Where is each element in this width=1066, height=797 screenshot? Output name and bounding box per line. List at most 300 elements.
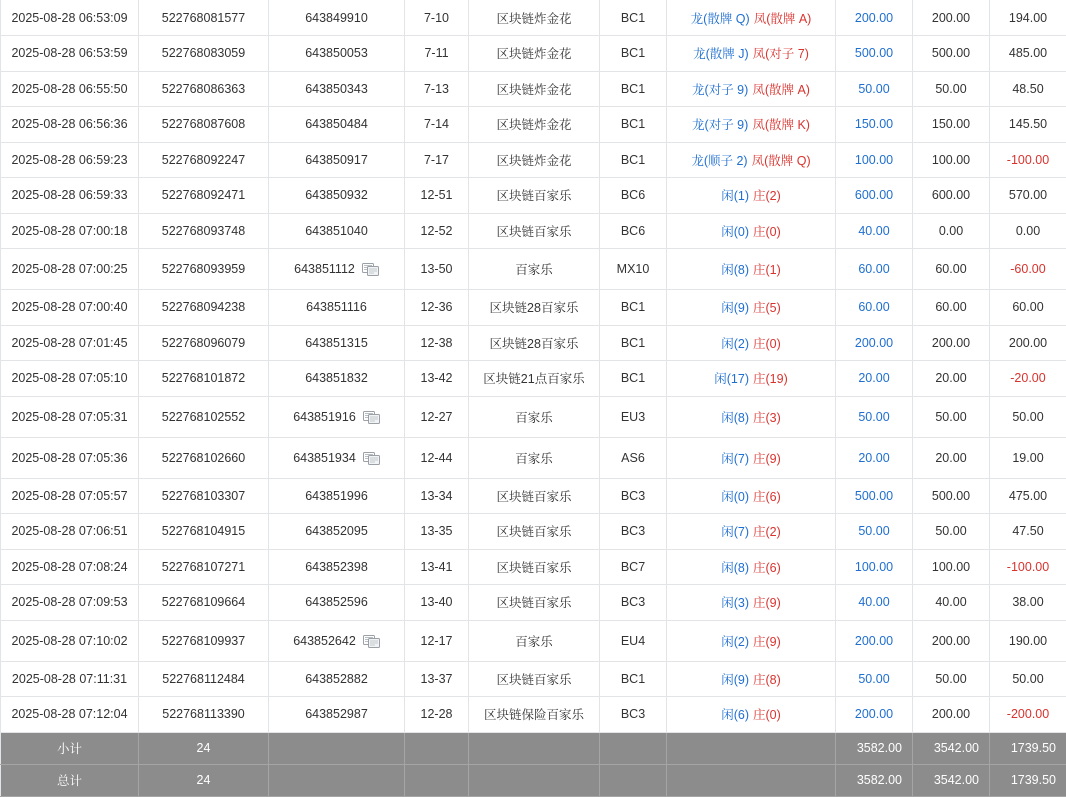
cell-result: 145.50: [990, 107, 1066, 143]
bet-content-segment: 闲(7): [721, 452, 749, 466]
cell-time: 2025-08-28 06:55:50: [1, 71, 139, 107]
cell-valid-amount: 20.00: [913, 361, 990, 397]
cell-amount: 50.00: [836, 514, 913, 550]
table-row: [1, 585, 1066, 621]
cell-order-no: 522768102660: [139, 437, 269, 478]
summary-amount: 3582.00: [836, 764, 913, 796]
cell-amount: 100.00: [836, 142, 913, 178]
cell-time: 2025-08-28 07:10:02: [1, 620, 139, 661]
cell-bet-content: [667, 213, 836, 249]
cell-amount: 150.00: [836, 107, 913, 143]
cell-bet-content: [667, 437, 836, 478]
bet-content-segment: 庄(9): [753, 452, 781, 466]
cell-time: 2025-08-28 07:11:31: [1, 661, 139, 697]
cell-amount: 20.00: [836, 361, 913, 397]
cell-game: 百家乐: [469, 249, 600, 290]
bill-no-text: 643851934: [293, 451, 356, 465]
cell-round: 12-17: [405, 620, 469, 661]
table-row: [1, 620, 1066, 661]
bet-content-segment: 闲(3): [721, 596, 749, 610]
cell-valid-amount: 200.00: [913, 697, 990, 733]
bill-no-text: 643851040: [305, 224, 368, 238]
cell-valid-amount: 20.00: [913, 437, 990, 478]
cell-game: 百家乐: [469, 396, 600, 437]
cell-bet-content: [667, 396, 836, 437]
cell-time: 2025-08-28 07:01:45: [1, 325, 139, 361]
cell-bet-content: [667, 290, 836, 326]
cell-table-id: EU3: [600, 396, 667, 437]
cell-amount: 500.00: [836, 36, 913, 72]
cell-valid-amount: 600.00: [913, 178, 990, 214]
bill-no-text: 643851315: [305, 336, 368, 350]
table-row: [1, 142, 1066, 178]
cell-bill-no: [269, 549, 405, 585]
cell-round: 7-14: [405, 107, 469, 143]
cell-amount: 200.00: [836, 620, 913, 661]
bill-no-text: 643850343: [305, 82, 368, 96]
cell-game: 区块链百家乐: [469, 514, 600, 550]
cell-result: 570.00: [990, 178, 1066, 214]
cell-amount: 60.00: [836, 249, 913, 290]
cell-game: 区块链21点百家乐: [469, 361, 600, 397]
cell-bill-no: [269, 514, 405, 550]
summary-blank-game: [469, 732, 600, 764]
cell-time: 2025-08-28 07:00:18: [1, 213, 139, 249]
cell-bill-no: [269, 478, 405, 514]
table-row: [1, 249, 1066, 290]
cell-result: 190.00: [990, 620, 1066, 661]
bet-content-segment: 庄(1): [753, 263, 781, 277]
bet-content-segment: 闲(9): [721, 301, 749, 315]
bill-no-text: 643851832: [305, 371, 368, 385]
bill-no-text: 643851996: [305, 489, 368, 503]
cell-result: 48.50: [990, 71, 1066, 107]
bet-content-segment: 凤(对子 7): [753, 47, 809, 61]
cell-bet-content: [667, 36, 836, 72]
cell-bill-no: [269, 213, 405, 249]
cell-order-no: 522768086363: [139, 71, 269, 107]
cell-game: 区块链百家乐: [469, 549, 600, 585]
table-row: [1, 437, 1066, 478]
bet-content-segment: 闲(1): [721, 189, 749, 203]
cell-valid-amount: 500.00: [913, 36, 990, 72]
cell-bill-no[interactable]: [269, 437, 405, 478]
cell-amount: 60.00: [836, 290, 913, 326]
cell-round: 7-13: [405, 71, 469, 107]
cell-amount: 600.00: [836, 178, 913, 214]
cell-table-id: AS6: [600, 437, 667, 478]
cell-time: 2025-08-28 07:05:57: [1, 478, 139, 514]
cell-valid-amount: 50.00: [913, 396, 990, 437]
cell-bet-content: [667, 478, 836, 514]
cell-game: 百家乐: [469, 437, 600, 478]
cell-order-no: 522768092247: [139, 142, 269, 178]
table-row: [1, 325, 1066, 361]
cell-table-id: BC1: [600, 36, 667, 72]
cell-result: 475.00: [990, 478, 1066, 514]
cell-bet-content: [667, 697, 836, 733]
bill-no-text: 643852398: [305, 560, 368, 574]
bet-content-segment: 凤(散牌 Q): [752, 154, 811, 168]
cell-order-no: 522768113390: [139, 697, 269, 733]
cell-bill-no: [269, 36, 405, 72]
cell-valid-amount: 500.00: [913, 478, 990, 514]
cell-valid-amount: 40.00: [913, 585, 990, 621]
bill-no-text: 643850053: [305, 46, 368, 60]
bet-content-segment: 庄(2): [753, 189, 781, 203]
bet-content-segment: 闲(8): [721, 411, 749, 425]
bet-content-segment: 闲(8): [721, 263, 749, 277]
bill-no-text: 643852882: [305, 672, 368, 686]
cell-table-id: MX10: [600, 249, 667, 290]
cell-result: 47.50: [990, 514, 1066, 550]
cell-game: 区块链百家乐: [469, 585, 600, 621]
cell-result: 38.00: [990, 585, 1066, 621]
cell-bill-no: [269, 325, 405, 361]
cell-valid-amount: 200.00: [913, 325, 990, 361]
cell-game: 区块链百家乐: [469, 661, 600, 697]
cell-bet-content: [667, 514, 836, 550]
cell-bill-no: [269, 178, 405, 214]
cell-order-no: 522768096079: [139, 325, 269, 361]
summary-result: 1739.50: [990, 732, 1066, 764]
bill-no-text: 643851112: [294, 262, 355, 276]
cell-order-no: 522768087608: [139, 107, 269, 143]
bet-content-segment: 庄(6): [753, 561, 781, 575]
cell-result: 50.00: [990, 661, 1066, 697]
table-row: [1, 107, 1066, 143]
cell-result: 0.00: [990, 213, 1066, 249]
bill-no-text: 643850932: [305, 188, 368, 202]
bill-no-text: 643850917: [305, 153, 368, 167]
cell-order-no: 522768109664: [139, 585, 269, 621]
cell-round: 12-51: [405, 178, 469, 214]
cell-time: 2025-08-28 07:05:36: [1, 437, 139, 478]
summary-blank-bill: [269, 732, 405, 764]
bet-content-segment: 龙(对子 9): [692, 118, 748, 132]
bill-no-text: 643852095: [305, 524, 368, 538]
card-detail-icon[interactable]: [363, 451, 380, 465]
bill-no-text: 643851116: [306, 300, 367, 314]
bet-content-segment: 庄(6): [753, 490, 781, 504]
cell-table-id: BC1: [600, 107, 667, 143]
cell-table-id: BC1: [600, 142, 667, 178]
cell-round: 12-27: [405, 396, 469, 437]
bet-content-segment: 龙(顺子 2): [691, 154, 747, 168]
cell-valid-amount: 50.00: [913, 514, 990, 550]
cell-round: 13-37: [405, 661, 469, 697]
bill-no-text: 643850484: [305, 117, 368, 131]
cell-amount: 200.00: [836, 697, 913, 733]
cell-valid-amount: 200.00: [913, 620, 990, 661]
cell-round: 7-11: [405, 36, 469, 72]
cell-round: 13-50: [405, 249, 469, 290]
cell-order-no: 522768101872: [139, 361, 269, 397]
cell-time: 2025-08-28 07:06:51: [1, 514, 139, 550]
cell-game: 区块链28百家乐: [469, 290, 600, 326]
table-row: [1, 178, 1066, 214]
bet-content-segment: 庄(8): [753, 673, 781, 687]
cell-time: 2025-08-28 07:08:24: [1, 549, 139, 585]
summary-amount: 3582.00: [836, 732, 913, 764]
table-row: [1, 697, 1066, 733]
cell-table-id: BC3: [600, 697, 667, 733]
summary-blank-round: [405, 764, 469, 796]
summary-valid-amount: 3542.00: [913, 764, 990, 796]
cell-order-no: 522768112484: [139, 661, 269, 697]
card-detail-icon[interactable]: [362, 262, 379, 276]
cell-amount: 200.00: [836, 325, 913, 361]
card-detail-icon[interactable]: [363, 410, 380, 424]
cell-bill-no: [269, 71, 405, 107]
cell-table-id: BC3: [600, 478, 667, 514]
cell-amount: 40.00: [836, 213, 913, 249]
bill-no-text: 643849910: [305, 11, 368, 25]
cell-result: 485.00: [990, 36, 1066, 72]
bet-content-segment: 龙(散牌 Q): [691, 12, 750, 26]
table-row: [1, 36, 1066, 72]
cell-round: 12-44: [405, 437, 469, 478]
cell-bill-no[interactable]: [269, 396, 405, 437]
cell-amount: 50.00: [836, 661, 913, 697]
summary-blank-bill: [269, 764, 405, 796]
cell-order-no: 522768092471: [139, 178, 269, 214]
summary-label: 小计: [1, 732, 139, 764]
cell-order-no: 522768081577: [139, 0, 269, 36]
cell-time: 2025-08-28 07:05:10: [1, 361, 139, 397]
cell-time: 2025-08-28 07:12:04: [1, 697, 139, 733]
table-row: [1, 514, 1066, 550]
cell-table-id: BC7: [600, 549, 667, 585]
cell-result: -200.00: [990, 697, 1066, 733]
table-row: [1, 396, 1066, 437]
cell-amount: 20.00: [836, 437, 913, 478]
cell-time: 2025-08-28 06:59:23: [1, 142, 139, 178]
cell-game: 区块链炸金花: [469, 36, 600, 72]
cell-table-id: BC3: [600, 585, 667, 621]
cell-valid-amount: 50.00: [913, 71, 990, 107]
table-row: [1, 71, 1066, 107]
cell-amount: 50.00: [836, 71, 913, 107]
cell-valid-amount: 0.00: [913, 213, 990, 249]
cell-bill-no[interactable]: [269, 620, 405, 661]
table-row: [1, 661, 1066, 697]
cell-round: 7-10: [405, 0, 469, 36]
bet-records-body: [1, 0, 1066, 796]
cell-table-id: BC6: [600, 213, 667, 249]
summary-row: [1, 732, 1066, 764]
bet-content-segment: 庄(5): [753, 301, 781, 315]
cell-round: 12-36: [405, 290, 469, 326]
cell-result: 50.00: [990, 396, 1066, 437]
summary-blank-content: [667, 764, 836, 796]
bet-content-segment: 凤(散牌 A): [752, 83, 810, 97]
cell-bet-content: [667, 620, 836, 661]
cell-bet-content: [667, 325, 836, 361]
cell-bill-no: [269, 585, 405, 621]
cell-valid-amount: 60.00: [913, 290, 990, 326]
cell-bill-no: [269, 142, 405, 178]
cell-bill-no: [269, 361, 405, 397]
cell-table-id: EU4: [600, 620, 667, 661]
cell-bet-content: [667, 249, 836, 290]
bet-content-segment: 庄(0): [753, 225, 781, 239]
bet-content-segment: 闲(2): [721, 337, 749, 351]
cell-order-no: 522768102552: [139, 396, 269, 437]
bet-content-segment: 庄(9): [753, 596, 781, 610]
table-row: [1, 549, 1066, 585]
cell-round: 12-38: [405, 325, 469, 361]
cell-valid-amount: 50.00: [913, 661, 990, 697]
cell-time: 2025-08-28 06:56:36: [1, 107, 139, 143]
cell-round: 13-35: [405, 514, 469, 550]
cell-result: 60.00: [990, 290, 1066, 326]
summary-blank-game: [469, 764, 600, 796]
cell-time: 2025-08-28 06:53:59: [1, 36, 139, 72]
bill-no-text: 643851916: [293, 410, 356, 424]
cell-game: 百家乐: [469, 620, 600, 661]
cell-bet-content: [667, 0, 836, 36]
cell-order-no: 522768093959: [139, 249, 269, 290]
cell-round: 13-40: [405, 585, 469, 621]
cell-round: 12-28: [405, 697, 469, 733]
cell-order-no: 522768104915: [139, 514, 269, 550]
cell-amount: 40.00: [836, 585, 913, 621]
cell-time: 2025-08-28 06:59:33: [1, 178, 139, 214]
cell-time: 2025-08-28 07:05:31: [1, 396, 139, 437]
cell-table-id: BC1: [600, 0, 667, 36]
bet-content-segment: 庄(3): [753, 411, 781, 425]
cell-table-id: BC1: [600, 361, 667, 397]
bet-content-segment: 闲(6): [721, 708, 749, 722]
bet-content-segment: 龙(对子 9): [692, 83, 748, 97]
cell-table-id: BC1: [600, 71, 667, 107]
cell-bet-content: [667, 107, 836, 143]
cell-game: 区块链百家乐: [469, 213, 600, 249]
cell-game: 区块链炸金花: [469, 0, 600, 36]
summary-count: 24: [139, 732, 269, 764]
cell-result: -100.00: [990, 142, 1066, 178]
table-row: [1, 478, 1066, 514]
cell-game: 区块链炸金花: [469, 107, 600, 143]
cell-table-id: BC1: [600, 661, 667, 697]
cell-time: 2025-08-28 07:09:53: [1, 585, 139, 621]
bet-content-segment: 闲(0): [721, 225, 749, 239]
cell-result: 194.00: [990, 0, 1066, 36]
bet-content-segment: 闲(7): [721, 525, 749, 539]
bet-content-segment: 闲(2): [721, 635, 749, 649]
bet-content-segment: 庄(9): [753, 635, 781, 649]
table-row: [1, 290, 1066, 326]
cell-valid-amount: 100.00: [913, 142, 990, 178]
cell-bill-no: [269, 697, 405, 733]
cell-game: 区块链炸金花: [469, 142, 600, 178]
summary-count: 24: [139, 764, 269, 796]
cell-bet-content: [667, 585, 836, 621]
cell-bet-content: [667, 661, 836, 697]
cell-game: 区块链百家乐: [469, 178, 600, 214]
cell-order-no: 522768109937: [139, 620, 269, 661]
cell-bill-no[interactable]: [269, 249, 405, 290]
cell-bill-no: [269, 290, 405, 326]
cell-table-id: BC3: [600, 514, 667, 550]
summary-valid-amount: 3542.00: [913, 732, 990, 764]
bet-content-segment: 凤(散牌 A): [754, 12, 812, 26]
cell-order-no: 522768083059: [139, 36, 269, 72]
cell-bet-content: [667, 142, 836, 178]
cell-bet-content: [667, 549, 836, 585]
cell-result: -100.00: [990, 549, 1066, 585]
cell-valid-amount: 200.00: [913, 0, 990, 36]
cell-round: 7-17: [405, 142, 469, 178]
card-detail-icon[interactable]: [363, 634, 380, 648]
cell-table-id: BC1: [600, 325, 667, 361]
cell-result: 200.00: [990, 325, 1066, 361]
summary-blank-round: [405, 732, 469, 764]
bet-content-segment: 闲(0): [721, 490, 749, 504]
cell-time: 2025-08-28 07:00:25: [1, 249, 139, 290]
cell-game: 区块链百家乐: [469, 478, 600, 514]
cell-bill-no: [269, 661, 405, 697]
cell-valid-amount: 100.00: [913, 549, 990, 585]
summary-blank-table: [600, 764, 667, 796]
summary-result: 1739.50: [990, 764, 1066, 796]
cell-order-no: 522768093748: [139, 213, 269, 249]
cell-bet-content: [667, 178, 836, 214]
cell-bet-content: [667, 361, 836, 397]
table-row: [1, 361, 1066, 397]
bill-no-text: 643852642: [293, 634, 356, 648]
table-row: [1, 0, 1066, 36]
cell-time: 2025-08-28 07:00:40: [1, 290, 139, 326]
cell-result: -60.00: [990, 249, 1066, 290]
cell-game: 区块链28百家乐: [469, 325, 600, 361]
summary-row: [1, 764, 1066, 796]
bet-content-segment: 庄(2): [753, 525, 781, 539]
cell-order-no: 522768103307: [139, 478, 269, 514]
cell-order-no: 522768094238: [139, 290, 269, 326]
bet-content-segment: 闲(8): [721, 561, 749, 575]
bet-content-segment: 闲(17): [714, 372, 749, 386]
cell-valid-amount: 60.00: [913, 249, 990, 290]
cell-result: -20.00: [990, 361, 1066, 397]
cell-order-no: 522768107271: [139, 549, 269, 585]
cell-valid-amount: 150.00: [913, 107, 990, 143]
cell-amount: 200.00: [836, 0, 913, 36]
cell-result: 19.00: [990, 437, 1066, 478]
table-row: [1, 213, 1066, 249]
bill-no-text: 643852987: [305, 707, 368, 721]
summary-label: 总计: [1, 764, 139, 796]
cell-game: 区块链炸金花: [469, 71, 600, 107]
cell-round: 13-42: [405, 361, 469, 397]
cell-amount: 50.00: [836, 396, 913, 437]
cell-round: 13-34: [405, 478, 469, 514]
cell-bill-no: [269, 107, 405, 143]
cell-bill-no: [269, 0, 405, 36]
cell-table-id: BC1: [600, 290, 667, 326]
bet-content-segment: 庄(0): [753, 708, 781, 722]
bill-no-text: 643852596: [305, 595, 368, 609]
cell-amount: 500.00: [836, 478, 913, 514]
bet-content-segment: 凤(散牌 K): [752, 118, 810, 132]
cell-round: 13-41: [405, 549, 469, 585]
summary-blank-content: [667, 732, 836, 764]
cell-bet-content: [667, 71, 836, 107]
cell-round: 12-52: [405, 213, 469, 249]
bet-content-segment: 庄(0): [753, 337, 781, 351]
summary-blank-table: [600, 732, 667, 764]
